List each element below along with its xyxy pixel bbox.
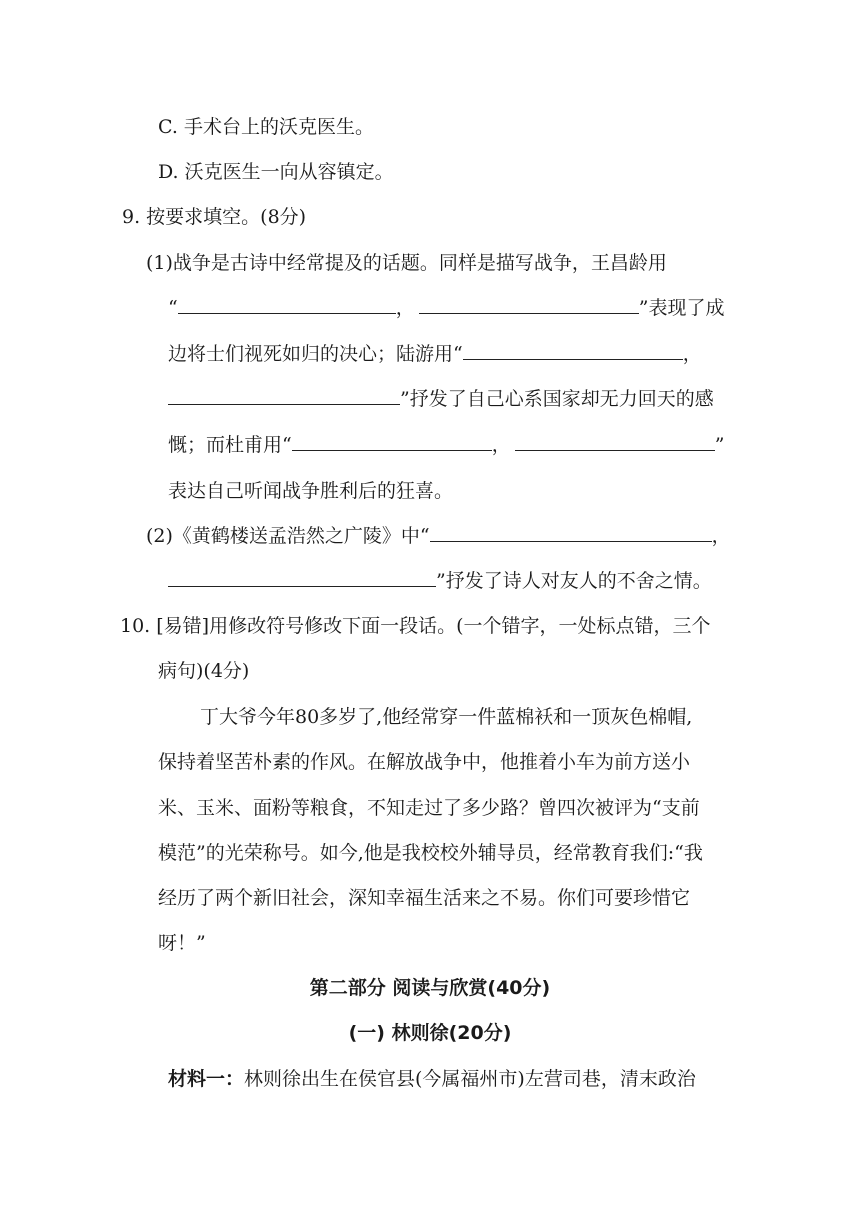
material-text: 林则徐出生在侯官县(今属福州市)左营司巷，清末政治 [244, 1068, 696, 1090]
q9-part2-line1 [146, 523, 731, 549]
answer-blank-7[interactable] [430, 523, 712, 542]
q9-part2-line2-tail: ”抒发了诗人对友人的不舍之情。 [436, 570, 712, 592]
q10-passage-line: 丁大爷今年80多岁了,他经常穿一件蓝棉袄和一顶灰色棉帽, [200, 706, 693, 728]
comma: ， [711, 525, 731, 547]
material-label: 材料一： [168, 1068, 245, 1090]
q9-part1-line4 [168, 386, 714, 412]
q10-stem-line1: 10. [易错]用修改符号修改下面一段话。(一个错字，一处标点错，三个 [120, 615, 711, 637]
q9-part1-line1: (1)战争是古诗中经常提及的话题。同样是描写战争，王昌龄用 [146, 252, 667, 274]
q9-part1-line2-tail: ”表现了成 [638, 297, 725, 319]
open-quote: “ [168, 297, 178, 319]
comma: ， [395, 297, 415, 319]
answer-blank-8[interactable] [168, 568, 436, 587]
q9-part1-line5 [168, 432, 724, 458]
q8-option-c: C. 手术台上的沃克医生。 [158, 116, 374, 138]
answer-blank-3[interactable] [463, 341, 683, 360]
close-quote: ” [714, 434, 725, 456]
q9-part1-line4-tail: ”抒发了自己心系国家却无力回天的感 [400, 388, 714, 410]
q9-part2-line2 [168, 568, 712, 594]
q9-stem: 9. 按要求填空。(8分) [122, 206, 307, 228]
q9-part1-line3-text: 边将士们视死如归的决心；陆游用“ [168, 343, 463, 365]
q9-part1-line5-text: 慨；而杜甫用“ [168, 434, 292, 456]
q9-part1-line3 [168, 341, 702, 367]
answer-blank-5[interactable] [292, 432, 492, 451]
answer-blank-1[interactable] [178, 295, 396, 314]
q8-option-d: D. 沃克医生一向从容镇定。 [158, 161, 394, 183]
part2-heading: 第二部分 阅读与欣赏(40分) [309, 977, 551, 999]
comma: ， [682, 343, 702, 365]
q10-passage-line: 模范”的光荣称号。如今,他是我校校外辅导员，经常教育我们:“我 [158, 842, 703, 864]
answer-blank-2[interactable] [419, 295, 639, 314]
q10-stem-line2: 病句)(4分) [158, 660, 250, 682]
q10-passage-line: 呀！” [158, 932, 206, 954]
q10-passage-line: 保持着坚苦朴素的作风。在解放战争中，他推着小车为前方送小 [158, 751, 691, 773]
section-title: (一) 林则徐(20分) [348, 1022, 512, 1044]
material-one-line [168, 1066, 696, 1092]
q10-passage-line: 米、玉米、面粉等粮食，不知走过了多少路？曾四次被评为“支前 [158, 797, 700, 819]
q9-part1-line2 [168, 295, 724, 321]
answer-blank-6[interactable] [515, 432, 715, 451]
comma: ， [491, 434, 511, 456]
q9-part1-line6: 表达自己听闻战争胜利后的狂喜。 [168, 480, 454, 502]
q9-part2-line1-text: (2)《黄鹤楼送孟浩然之广陵》中“ [146, 525, 430, 547]
q10-passage-line: 经历了两个新旧社会，深知幸福生活来之不易。你们可要珍惜它 [158, 887, 691, 909]
answer-blank-4[interactable] [168, 386, 400, 405]
